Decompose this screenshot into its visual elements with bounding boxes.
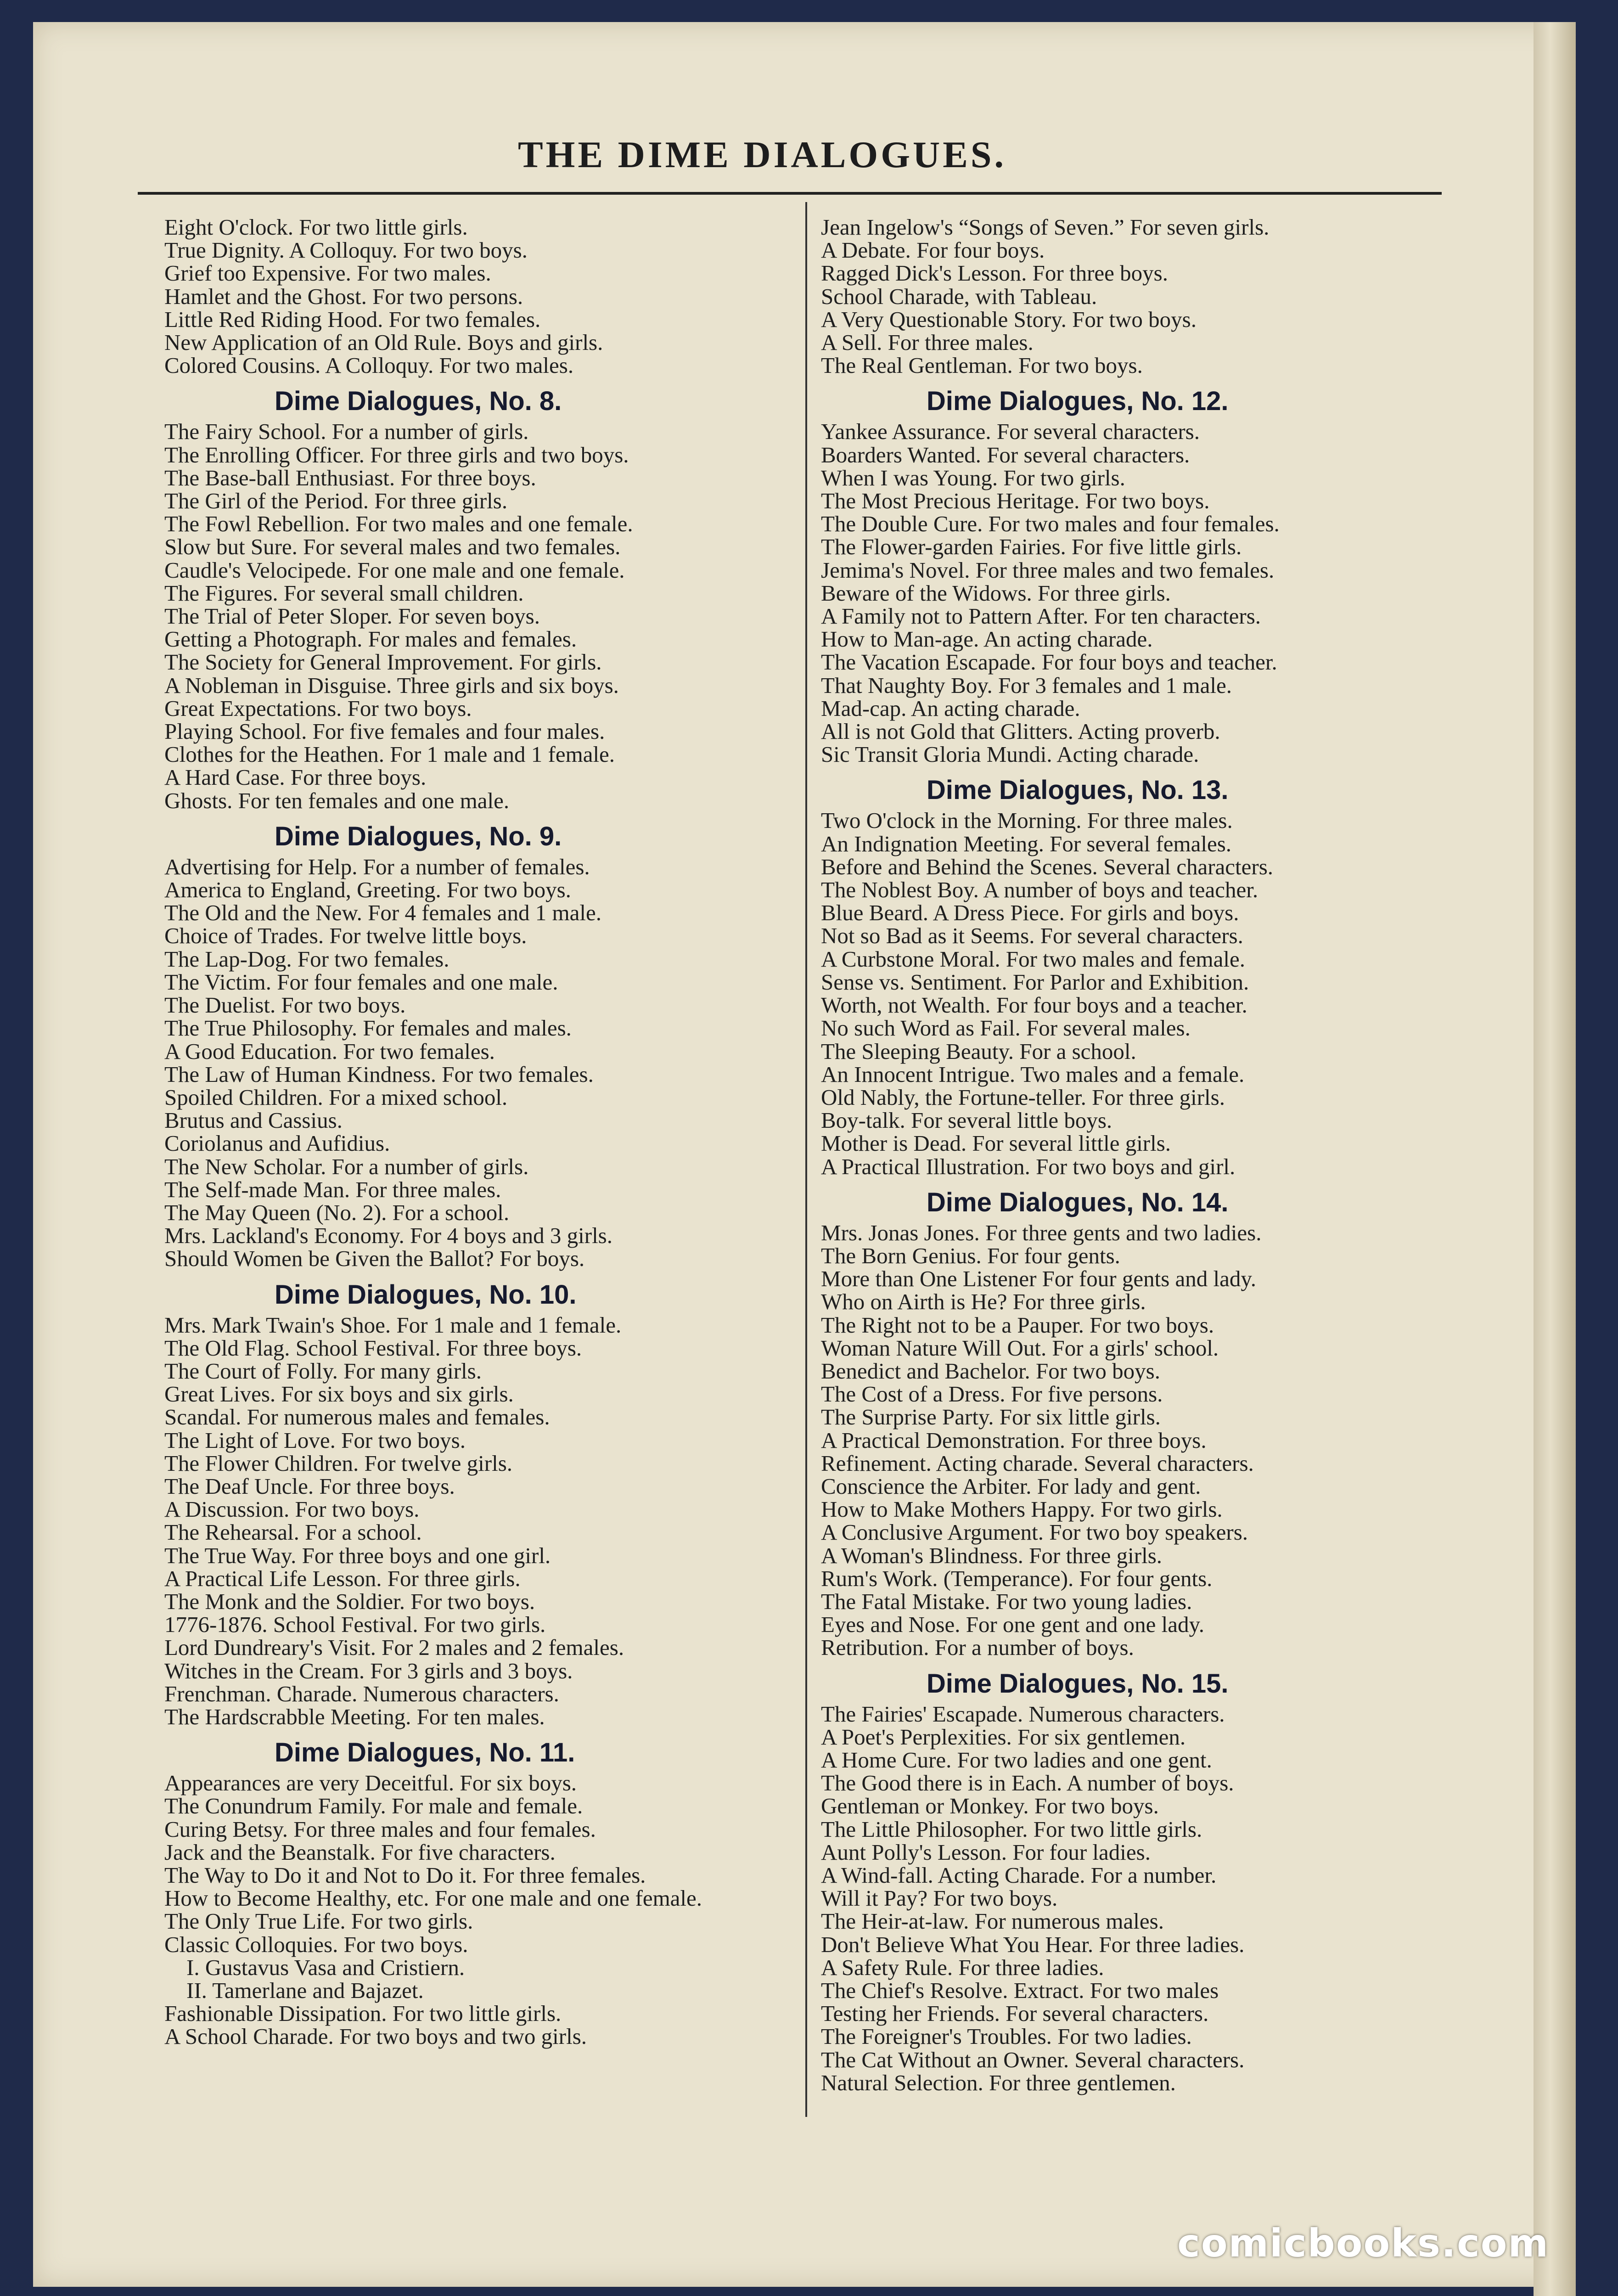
list-item: A School Charade. For two boys and two girls. xyxy=(164,2024,587,2049)
section-heading: Dime Dialogues, No. 10. xyxy=(275,1279,577,1310)
list-item: Caudle's Velocipede. For one male and one female. xyxy=(164,557,625,583)
list-item: The Flower Children. For twelve girls. xyxy=(164,1450,513,1476)
list-item: The Trial of Peter Sloper. For seven boys. xyxy=(164,603,540,629)
list-item: II. Tamerlane and Bajazet. xyxy=(186,1978,424,2003)
list-item: Slow but Sure. For several males and two females. xyxy=(164,534,621,560)
list-item: Conscience the Arbiter. For lady and gent. xyxy=(821,1473,1201,1499)
list-item: The Duelist. For two boys. xyxy=(164,992,406,1018)
list-item: Spoiled Children. For a mixed school. xyxy=(164,1084,508,1110)
watermark: comicbooks.com xyxy=(1177,2221,1549,2266)
list-item: Eyes and Nose. For one gent and one lady. xyxy=(821,1612,1205,1638)
section-heading: Dime Dialogues, No. 13. xyxy=(927,775,1229,805)
list-item: Not so Bad as it Seems. For several characters. xyxy=(821,923,1243,949)
list-item: 1776-1876. School Festival. For two girls. xyxy=(164,1612,546,1638)
list-item: A Sell. For three males. xyxy=(821,330,1034,355)
list-item: Benedict and Bachelor. For two boys. xyxy=(821,1358,1160,1384)
list-item: Yankee Assurance. For several characters. xyxy=(821,419,1200,445)
list-item: Classic Colloquies. For two boys. xyxy=(164,1931,468,1957)
list-item: The Right not to be a Pauper. For two boys. xyxy=(821,1312,1214,1338)
list-item: A Woman's Blindness. For three girls. xyxy=(821,1542,1163,1568)
list-item: The Flower-garden Fairies. For five little girls. xyxy=(821,534,1242,560)
list-item: Retribution. For a number of boys. xyxy=(821,1635,1134,1660)
list-item: The Fairy School. For a number of girls. xyxy=(164,419,529,445)
list-item: Getting a Photograph. For males and females. xyxy=(164,626,577,652)
list-item: The Surprise Party. For six little girls. xyxy=(821,1404,1161,1430)
list-item: The Little Philosopher. For two little girls. xyxy=(821,1816,1202,1842)
list-item: Rum's Work. (Temperance). For four gents. xyxy=(821,1565,1213,1591)
section-heading: Dime Dialogues, No. 8. xyxy=(275,386,562,416)
list-item: Should Women be Given the Ballot? For boys. xyxy=(164,1246,585,1272)
list-item: The Only True Life. For two girls. xyxy=(164,1908,473,1934)
list-item: Before and Behind the Scenes. Several characters. xyxy=(821,854,1274,879)
list-item: A Practical Illustration. For two boys and girl. xyxy=(821,1154,1236,1179)
section-heading: Dime Dialogues, No. 12. xyxy=(927,386,1229,416)
list-item: Clothes for the Heathen. For 1 male and 1 female. xyxy=(164,742,615,767)
list-item: Worth, not Wealth. For four boys and a teacher. xyxy=(821,992,1247,1018)
list-item: A Discussion. For two boys. xyxy=(164,1497,420,1522)
section-heading: Dime Dialogues, No. 11. xyxy=(275,1738,575,1768)
list-item: The Self-made Man. For three males. xyxy=(164,1176,501,1202)
list-item: A Practical Demonstration. For three boys. xyxy=(821,1427,1207,1453)
list-item: Jemima's Novel. For three males and two females. xyxy=(821,557,1275,583)
list-item: Two O'clock in the Morning. For three males. xyxy=(821,808,1233,833)
list-item: Playing School. For five females and four males. xyxy=(164,719,605,744)
list-item: A Nobleman in Disguise. Three girls and six boys. xyxy=(164,672,619,698)
left-column xyxy=(164,216,807,2048)
list-item: Natural Selection. For three gentlemen. xyxy=(821,2070,1176,2095)
list-item: The Fowl Rebellion. For two males and one female. xyxy=(164,511,633,537)
list-item: The Light of Love. For two boys. xyxy=(164,1427,466,1453)
list-item: Boarders Wanted. For several characters. xyxy=(821,442,1190,467)
list-item: Mrs. Mark Twain's Shoe. For 1 male and 1 female. xyxy=(164,1312,622,1338)
list-item: The Monk and the Soldier. For two boys. xyxy=(164,1588,535,1614)
list-item: Lord Dundreary's Visit. For 2 males and 2 females. xyxy=(164,1635,624,1660)
list-item: The True Philosophy. For females and males. xyxy=(164,1015,572,1041)
list-item: Hamlet and the Ghost. For two persons. xyxy=(164,283,523,309)
list-item: A Conclusive Argument. For two boy speakers. xyxy=(821,1519,1248,1545)
list-item: Great Lives. For six boys and six girls. xyxy=(164,1381,514,1407)
page-spine xyxy=(1534,22,1576,2296)
list-item: Scandal. For numerous males and females. xyxy=(164,1404,550,1430)
list-item: The Born Genius. For four gents. xyxy=(821,1243,1120,1268)
list-item: Mother is Dead. For several little girls. xyxy=(821,1131,1171,1156)
list-item: Boy-talk. For several little boys. xyxy=(821,1108,1112,1133)
list-item: The Fatal Mistake. For two young ladies. xyxy=(821,1588,1192,1614)
list-item: An Innocent Intrigue. Two males and a female. xyxy=(821,1061,1245,1087)
section-heading: Dime Dialogues, No. 15. xyxy=(927,1668,1229,1699)
list-item: The Victim. For four females and one male. xyxy=(164,969,558,995)
list-item: Fashionable Dissipation. For two little girls. xyxy=(164,2001,562,2026)
section-heading: Dime Dialogues, No. 14. xyxy=(927,1187,1229,1217)
list-item: Don't Believe What You Hear. For three ladies. xyxy=(821,1931,1245,1957)
list-item: The Conundrum Family. For male and female. xyxy=(164,1793,583,1819)
list-item: The Way to Do it and Not to Do it. For three females. xyxy=(164,1863,646,1888)
list-item: The Most Precious Heritage. For two boys. xyxy=(821,488,1210,514)
list-item: Curing Betsy. For three males and four females. xyxy=(164,1816,596,1842)
list-item: The Double Cure. For two males and four females. xyxy=(821,511,1280,537)
page-title: THE DIME DIALOGUES. xyxy=(517,134,1006,175)
list-item: Ghosts. For ten females and one male. xyxy=(164,788,510,813)
list-item: Colored Cousins. A Colloquy. For two males. xyxy=(164,353,574,378)
list-item: When I was Young. For two girls. xyxy=(821,465,1125,490)
list-item: The Rehearsal. For a school. xyxy=(164,1519,422,1545)
list-item: Coriolanus and Aufidius. xyxy=(164,1131,390,1156)
list-item: The Base-ball Enthusiast. For three boys. xyxy=(164,465,536,490)
list-item: School Charade, with Tableau. xyxy=(821,283,1097,309)
list-item: A Poet's Perplexities. For six gentlemen. xyxy=(821,1724,1186,1750)
list-item: Woman Nature Will Out. For a girls' school. xyxy=(821,1335,1219,1361)
list-item: Appearances are very Deceitful. For six boys. xyxy=(164,1770,577,1796)
list-item: The Girl of the Period. For three girls. xyxy=(164,488,508,514)
list-item: The Sleeping Beauty. For a school. xyxy=(821,1038,1136,1064)
list-item: The Foreigner's Troubles. For two ladies. xyxy=(821,2024,1192,2049)
section-heading: Dime Dialogues, No. 9. xyxy=(275,821,562,851)
list-item: All is not Gold that Glitters. Acting proverb. xyxy=(821,719,1220,744)
list-item: How to Become Healthy, etc. For one male and one female. xyxy=(164,1885,702,1911)
list-item: True Dignity. A Colloquy. For two boys. xyxy=(164,237,528,263)
list-item: That Naughty Boy. For 3 females and 1 male. xyxy=(821,672,1232,698)
list-item: The Noblest Boy. A number of boys and teacher. xyxy=(821,877,1258,903)
list-item: Jean Ingelow's “Songs of Seven.” For seven girls. xyxy=(821,214,1270,240)
list-item: The Fairies' Escapade. Numerous characters. xyxy=(821,1701,1225,1727)
list-item: The Enrolling Officer. For three girls and two boys. xyxy=(164,442,629,467)
list-item: A Home Cure. For two ladies and one gent. xyxy=(821,1747,1212,1773)
list-item: The Old and the New. For 4 females and 1 male. xyxy=(164,900,602,926)
list-item: New Application of an Old Rule. Boys and girls. xyxy=(164,330,603,355)
list-item: The Lap-Dog. For two females. xyxy=(164,946,449,972)
list-item: The Real Gentleman. For two boys. xyxy=(821,353,1143,378)
list-item: Refinement. Acting charade. Several characters. xyxy=(821,1450,1254,1476)
list-item: A Debate. For four boys. xyxy=(821,237,1045,263)
list-item: A Practical Life Lesson. For three girls. xyxy=(164,1565,521,1591)
list-item: No such Word as Fail. For several males. xyxy=(821,1015,1191,1041)
list-item: The Good there is in Each. A number of boys. xyxy=(821,1770,1234,1796)
list-item: The New Scholar. For a number of girls. xyxy=(164,1154,529,1179)
list-item: Testing her Friends. For several characters. xyxy=(821,2001,1209,2026)
list-item: The Figures. For several small children. xyxy=(164,580,524,606)
list-item: Jack and the Beanstalk. For five characters. xyxy=(164,1839,556,1865)
list-item: The May Queen (No. 2). For a school. xyxy=(164,1199,510,1225)
list-item: Frenchman. Charade. Numerous characters. xyxy=(164,1681,559,1706)
list-item: A Family not to Pattern After. For ten characters. xyxy=(821,603,1261,629)
list-item: The Court of Folly. For many girls. xyxy=(164,1358,482,1384)
list-item: The Heir-at-law. For numerous males. xyxy=(821,1908,1164,1934)
list-item: The Cost of a Dress. For five persons. xyxy=(821,1381,1163,1407)
list-item: Sense vs. Sentiment. For Parlor and Exhibition. xyxy=(821,969,1249,995)
list-item: Gentleman or Monkey. For two boys. xyxy=(821,1793,1159,1819)
list-item: Beware of the Widows. For three girls. xyxy=(821,580,1171,606)
list-item: A Hard Case. For three boys. xyxy=(164,765,427,790)
list-item: Witches in the Cream. For 3 girls and 3 boys. xyxy=(164,1658,573,1683)
list-item: More than One Listener For four gents and lady. xyxy=(821,1266,1256,1292)
list-item: Eight O'clock. For two little girls. xyxy=(164,214,468,240)
list-item: The Law of Human Kindness. For two females. xyxy=(164,1061,594,1087)
list-item: Old Nably, the Fortune-teller. For three girls. xyxy=(821,1084,1225,1110)
list-item: A Wind-fall. Acting Charade. For a number. xyxy=(821,1863,1217,1888)
list-item: Who on Airth is He? For three girls. xyxy=(821,1289,1146,1315)
list-item: Sic Transit Gloria Mundi. Acting charade. xyxy=(821,742,1199,767)
list-item: Mrs. Lackland's Economy. For 4 boys and 3 girls. xyxy=(164,1223,613,1249)
list-item: A Good Education. For two females. xyxy=(164,1038,495,1064)
list-item: Will it Pay? For two boys. xyxy=(821,1885,1058,1911)
list-item: The Vacation Escapade. For four boys and teacher. xyxy=(821,649,1277,675)
list-item: Brutus and Cassius. xyxy=(164,1108,343,1133)
list-item: A Safety Rule. For three ladies. xyxy=(821,1954,1104,1980)
list-item: Little Red Riding Hood. For two females. xyxy=(164,306,541,332)
list-item: A Very Questionable Story. For two boys. xyxy=(821,306,1197,332)
header-rule xyxy=(138,192,1442,195)
list-item: The True Way. For three boys and one girl. xyxy=(164,1542,551,1568)
list-item: Great Expectations. For two boys. xyxy=(164,695,472,721)
list-item: The Old Flag. School Festival. For three boys. xyxy=(164,1335,582,1361)
list-item: Advertising for Help. For a number of females. xyxy=(164,854,590,879)
list-item: The Cat Without an Owner. Several characters. xyxy=(821,2047,1245,2072)
list-item: The Chief's Resolve. Extract. For two males xyxy=(821,1978,1219,2003)
list-item: A Curbstone Moral. For two males and female. xyxy=(821,946,1246,972)
list-item: An Indignation Meeting. For several females. xyxy=(821,831,1232,856)
list-item: America to England, Greeting. For two boys. xyxy=(164,877,571,903)
list-item: The Deaf Uncle. For three boys. xyxy=(164,1473,455,1499)
list-item: Ragged Dick's Lesson. For three boys. xyxy=(821,260,1168,286)
list-item: I. Gustavus Vasa and Cristiern. xyxy=(186,1954,465,1980)
list-item: The Hardscrabble Meeting. For ten males. xyxy=(164,1704,545,1729)
list-item: Mad-cap. An acting charade. xyxy=(821,695,1080,721)
list-item: How to Make Mothers Happy. For two girls. xyxy=(821,1497,1223,1522)
list-item: Aunt Polly's Lesson. For four ladies. xyxy=(821,1839,1151,1865)
list-item: Choice of Trades. For twelve little boys. xyxy=(164,923,527,949)
list-item: The Society for General Improvement. For girls. xyxy=(164,649,602,675)
list-item: Grief too Expensive. For two males. xyxy=(164,260,491,286)
list-item: Mrs. Jonas Jones. For three gents and two ladies. xyxy=(821,1220,1262,1245)
list-item: How to Man-age. An acting charade. xyxy=(821,626,1153,652)
list-item: Blue Beard. A Dress Piece. For girls and boys. xyxy=(821,900,1239,926)
right-column xyxy=(821,216,1464,2094)
